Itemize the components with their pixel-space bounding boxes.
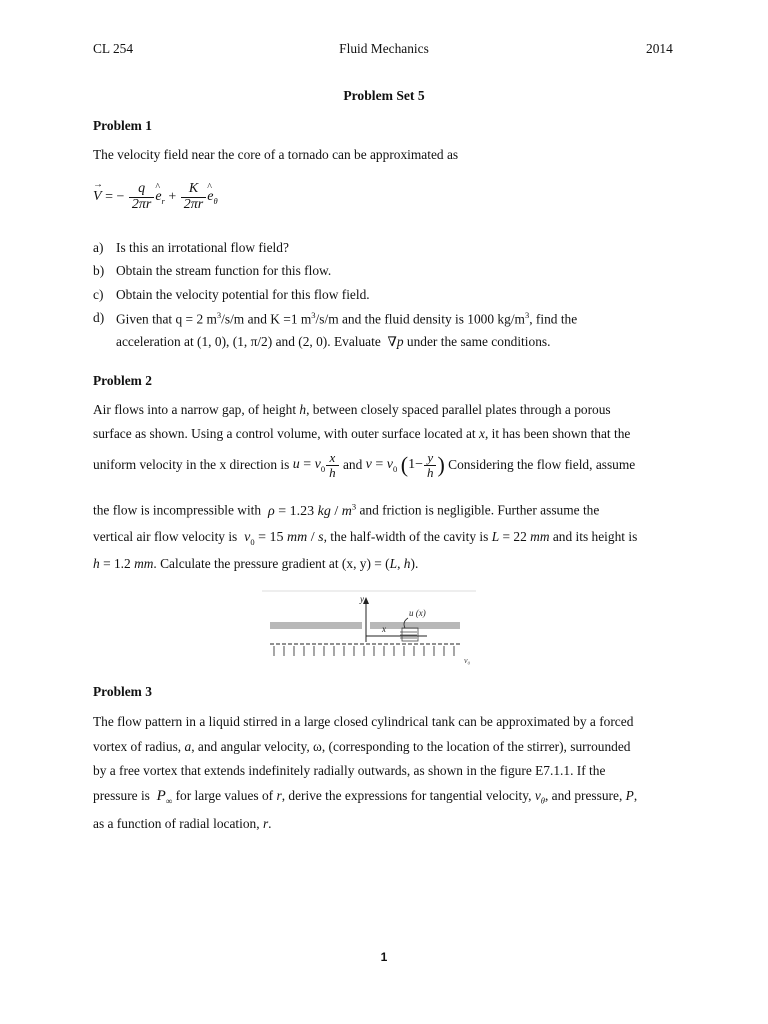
problem-3-line-4: pressure is $P_\infty$ for large values of r, derive the expressions for tangential velocity, $v_\theta$, and pressure, P, <box>93 788 638 806</box>
v0-label: v₀ <box>464 656 471 665</box>
problem-3-line-3: by a free vortex that extends indefinitely radially outwards, as shown in the figure E7.1.1. If the <box>93 763 606 778</box>
page-number: 1 <box>380 950 388 964</box>
problem-1-intro: The velocity field near the core of a tornado can be approximated as <box>93 147 459 162</box>
item-b-label: b) <box>93 263 105 278</box>
item-b-text: Obtain the stream function for this flow. <box>116 263 332 278</box>
problem-3-line-5: as a function of radial location, r. <box>93 816 272 831</box>
y-axis-label: y <box>360 594 364 604</box>
inflow-arrows <box>274 646 454 656</box>
header-course: CL 254 <box>93 41 134 56</box>
problem-2-line-6: h = 1.2 mm. Calculate the pressure gradient at (x, y) = (L, h). <box>93 556 419 571</box>
problem-2-line-1: Air flows into a narrow gap, of height h, between closely spaced parallel plates through a porous <box>93 402 611 417</box>
problem-3-line-1: The flow pattern in a liquid stirred in a large closed cylindrical tank can be approximated by a forced <box>93 714 634 729</box>
problem-2-line-4: the flow is incompressible with ρ = 1.23 kg / $m^3$ and friction is negligible. Further assume the <box>93 501 600 519</box>
control-volume <box>402 628 418 641</box>
item-a-label: a) <box>93 240 104 255</box>
x-axis-label: x <box>382 624 386 634</box>
item-d-label: d) <box>93 310 105 325</box>
item-d-line-1: Given that q = 2 $m^3/s/m$ and K =1 $m^3/s/m$ and the fluid density is 1000 $kg/m^3$, find the <box>116 310 578 327</box>
upper-plate-left <box>270 622 362 629</box>
header-year: 2014 <box>646 41 673 56</box>
problem-3-heading: Problem 3 <box>93 684 152 699</box>
problem-3-line-2: vortex of radius, a, and angular velocity, ω, (corresponding to the location of the stirrer), surrounded <box>93 739 631 754</box>
velocity-field-equation: → V = − $\frac{q}{2\pi r}$ ^ $e_r$ + $\frac{K}{2\pi r}$ ^ $e_\theta$ <box>93 182 218 212</box>
item-a-text: Is this an irrotational flow field? <box>116 240 289 255</box>
problem-2-line-5: vertical air flow velocity is $v_0 = 15$ mm / s, the half-width of the cavity is L = 22 mm and its height is <box>93 529 638 547</box>
item-c-text: Obtain the velocity potential for this flow field. <box>116 287 370 302</box>
header-subject: Fluid Mechanics <box>339 41 429 56</box>
problem-2-heading: Problem 2 <box>93 373 152 388</box>
problem-2-line-2: surface as shown. Using a control volume, with outer surface located at x, it has been shown that the <box>93 426 631 441</box>
item-d-line-2: acceleration at (1, 0), (1, π/2) and (2, 0). Evaluate ∇p under the same conditions. <box>116 334 551 349</box>
problem-1-heading: Problem 1 <box>93 118 152 133</box>
page-title: Problem Set 5 <box>343 88 425 103</box>
item-c-label: c) <box>93 287 104 302</box>
u-of-x-label: u (x) <box>409 608 426 618</box>
problem-2-line-3: uniform velocity in the x direction is $u = v_0$ $\frac{x}{h}$ and $v = v_0$ (1− $\frac{y}{h}$ ) Considering the flow field, assume <box>93 450 636 480</box>
porous-plate-figure <box>262 590 476 670</box>
